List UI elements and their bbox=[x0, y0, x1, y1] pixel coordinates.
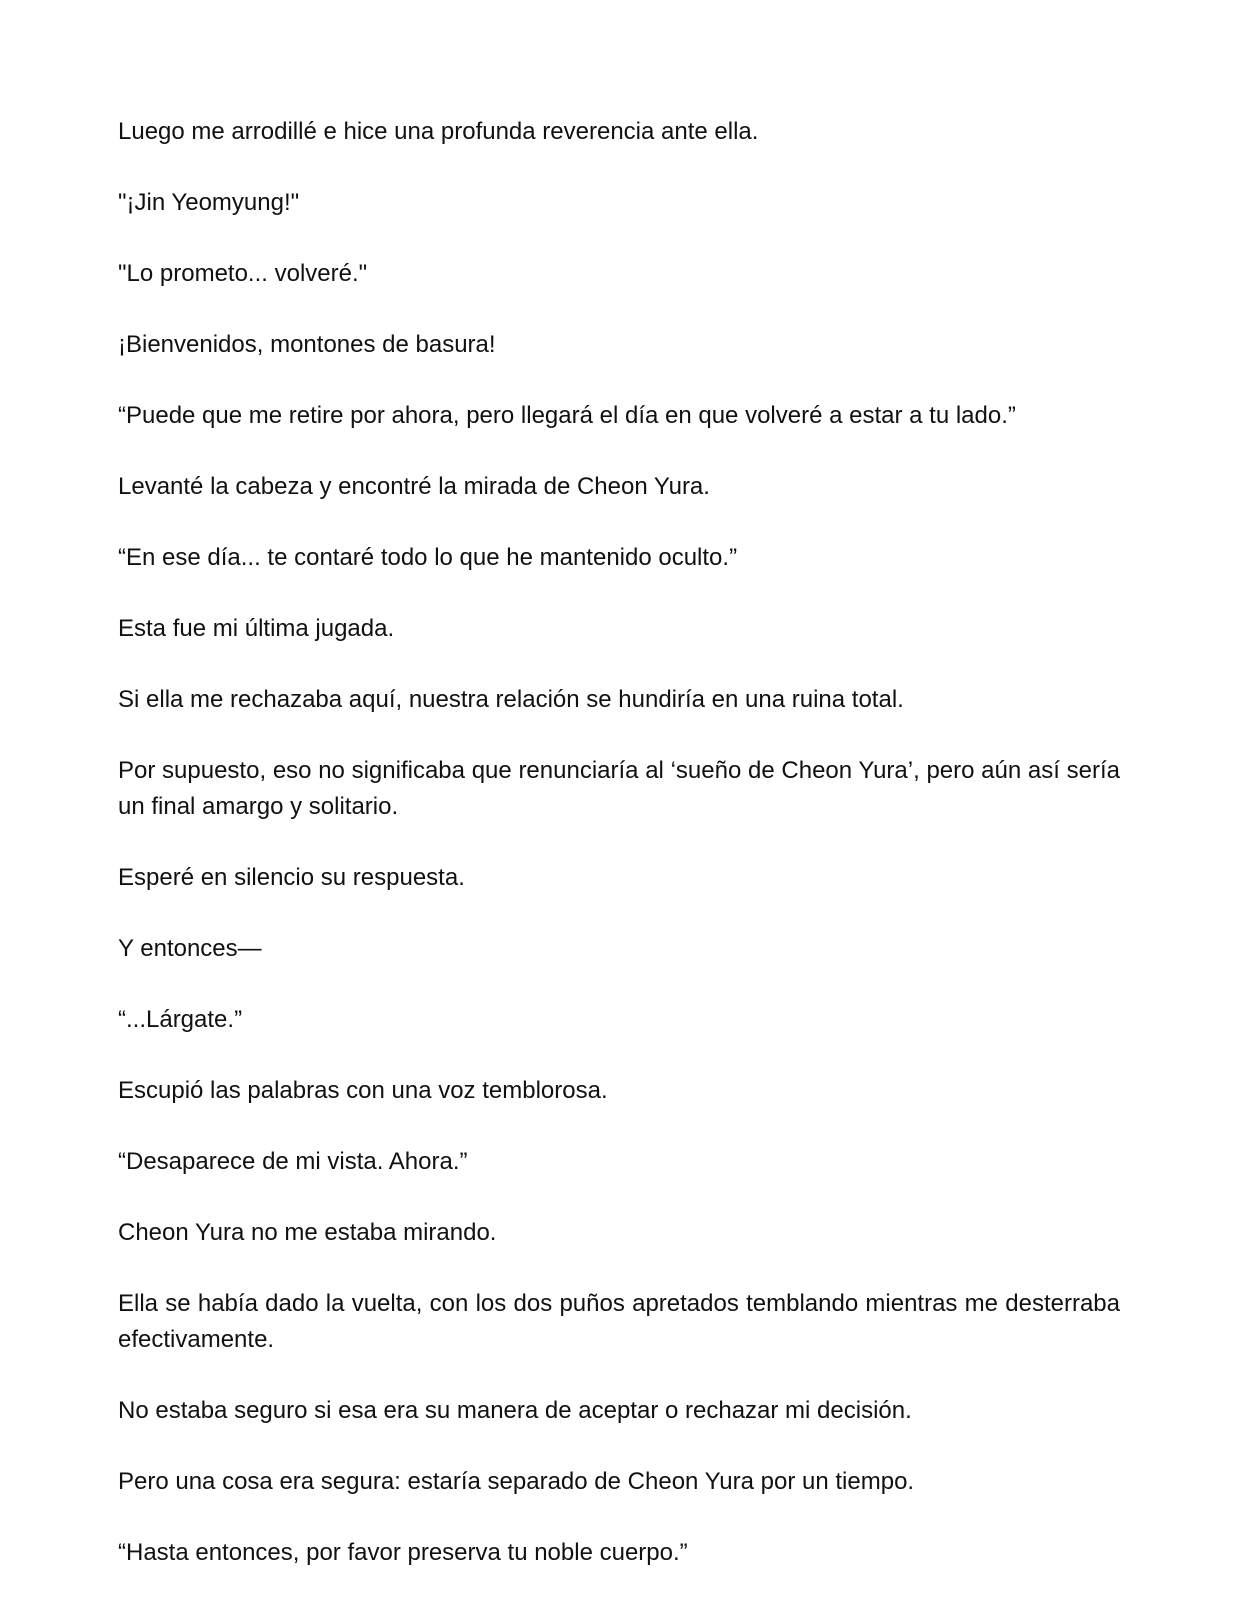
paragraph-11: Esperé en silencio su respuesta. bbox=[118, 864, 465, 891]
paragraph-13: “...Lárgate.” bbox=[118, 1006, 243, 1033]
paragraph-1: Luego me arrodillé e hice una profunda reverencia ante ella. bbox=[118, 118, 759, 145]
paragraph-17: Ella se había dado la vuelta, con los dos puños apretados temblando mientras me desterraba efectivamente. bbox=[118, 1290, 1120, 1353]
paragraph-20: “Hasta entonces, por favor preserva tu noble cuerpo.” bbox=[118, 1539, 688, 1566]
paragraph-14: Escupió las palabras con una voz temblorosa. bbox=[118, 1077, 608, 1104]
paragraph-16: Cheon Yura no me estaba mirando. bbox=[118, 1219, 497, 1246]
paragraph-4: ¡Bienvenidos, montones de basura! bbox=[118, 331, 496, 358]
paragraph-2: "¡Jin Yeomyung!" bbox=[118, 189, 300, 216]
paragraph-8: Esta fue mi última jugada. bbox=[118, 615, 395, 642]
paragraph-9: Si ella me rechazaba aquí, nuestra relación se hundiría en una ruina total. bbox=[118, 686, 904, 713]
paragraph-18: No estaba seguro si esa era su manera de aceptar o rechazar mi decisión. bbox=[118, 1397, 912, 1424]
paragraph-12: Y entonces— bbox=[118, 935, 262, 962]
document-page bbox=[118, 114, 1120, 1606]
paragraph-19: Pero una cosa era segura: estaría separado de Cheon Yura por un tiempo. bbox=[118, 1468, 915, 1495]
paragraph-7: “En ese día... te contaré todo lo que he mantenido oculto.” bbox=[118, 544, 738, 571]
paragraph-3: "Lo prometo... volveré." bbox=[118, 260, 368, 287]
paragraph-5: “Puede que me retire por ahora, pero llegará el día en que volveré a estar a tu lado.” bbox=[118, 402, 1016, 429]
paragraph-15: “Desaparece de mi vista. Ahora.” bbox=[118, 1148, 468, 1175]
paragraph-10: Por supuesto, eso no significaba que renunciaría al ‘sueño de Cheon Yura’, pero aún así sería un final amargo y solitario. bbox=[118, 757, 1120, 820]
paragraph-6: Levanté la cabeza y encontré la mirada de Cheon Yura. bbox=[118, 473, 710, 500]
